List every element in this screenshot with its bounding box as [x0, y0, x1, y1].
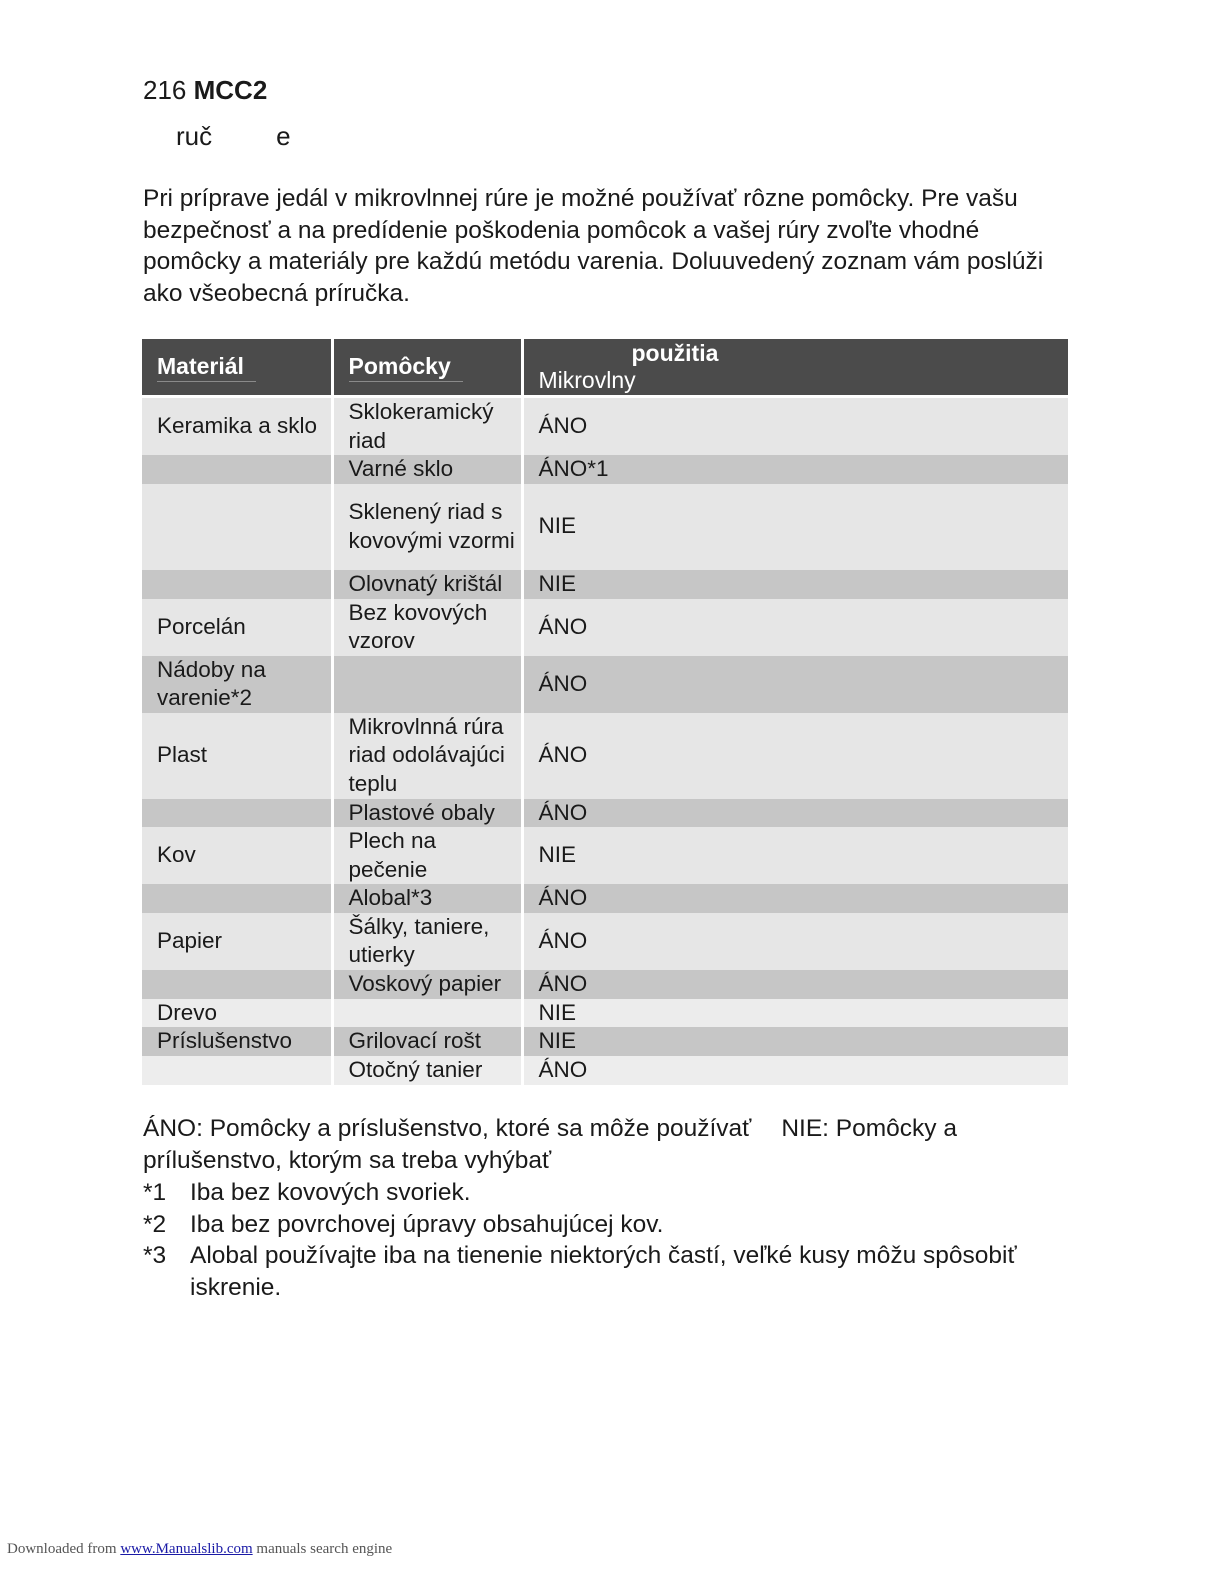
material-cell: Príslušenstvo: [142, 1027, 332, 1056]
footnote-text: Iba bez povrchovej úpravy obsahujúcej kov.: [190, 1210, 664, 1238]
value-cell: ÁNO: [522, 599, 1068, 656]
table-row: [142, 656, 1068, 713]
value-cell: NIE: [522, 827, 1068, 884]
material-cell: Kov: [142, 827, 332, 884]
header-usage: [522, 339, 1068, 397]
value-cell: NIE: [522, 999, 1068, 1028]
tool-cell: Otočný tanier: [332, 1056, 522, 1085]
value-cell: ÁNO*1: [522, 455, 1068, 484]
tool-cell: Sklenený riad s kovovými vzormi: [332, 484, 522, 570]
header-usage-label: použitia: [631, 340, 719, 366]
tool-cell: Voskový papier: [332, 970, 522, 999]
table-row: [142, 397, 1068, 456]
material-cell: [142, 970, 332, 999]
footnote-mark: *1: [143, 1179, 167, 1206]
material-cell: [142, 484, 332, 570]
table-row: [142, 999, 1068, 1028]
material-cell: Papier: [142, 913, 332, 970]
footnote-text: Iba bez kovových svoriek.: [190, 1179, 471, 1206]
tool-cell: Šálky, taniere, utierky: [332, 913, 522, 970]
tool-cell: [332, 656, 522, 713]
table-row: [142, 970, 1068, 999]
legend: [143, 1113, 1063, 1176]
tool-cell: Varné sklo: [332, 455, 522, 484]
material-cell: Keramika a sklo: [142, 397, 332, 456]
download-footer: [7, 1541, 392, 1558]
section-subtitle: [176, 120, 291, 152]
table-row: [142, 455, 1068, 484]
model-name: MCC2: [193, 75, 268, 105]
value-cell: ÁNO: [522, 970, 1068, 999]
table-row: [142, 827, 1068, 884]
footer-prefix: Downloaded from: [7, 1541, 117, 1557]
value-cell: NIE: [522, 484, 1068, 570]
page-number: 216: [143, 75, 187, 105]
header-tools: Pomôcky: [332, 339, 522, 397]
footnote-text: Alobal používajte iba na tienenie niektorých častí, veľké kusy môžu spôsobiť iskrenie.: [190, 1242, 1017, 1301]
legend-nie: NIE: Pomôcky a prílušenstvo, ktorým sa treba vyhýbať: [143, 1115, 957, 1174]
material-cell: [142, 1056, 332, 1085]
tool-cell: [332, 999, 522, 1028]
value-cell: NIE: [522, 570, 1068, 599]
tool-cell: Alobal*3: [332, 884, 522, 913]
table-row: [142, 713, 1068, 799]
table-row: [142, 884, 1068, 913]
table-row: [142, 1056, 1068, 1085]
material-cell: [142, 799, 332, 828]
table-row: [142, 484, 1068, 570]
page-header: [143, 74, 267, 106]
footer-suffix: manuals search engine: [256, 1541, 393, 1557]
footnote: [143, 1240, 1063, 1303]
tool-cell: Plech na pečenie: [332, 827, 522, 884]
table-row: [142, 913, 1068, 970]
table-row: [142, 1027, 1068, 1056]
tool-cell: Sklokeramický riad: [332, 397, 522, 456]
value-cell: ÁNO: [522, 397, 1068, 456]
value-cell: ÁNO: [522, 799, 1068, 828]
footnote: [143, 1177, 1063, 1209]
table-row: [142, 599, 1068, 656]
table-header-row: [142, 339, 1068, 397]
subtitle-part2: e: [276, 121, 291, 151]
material-cell: Nádoby na varenie*2: [142, 656, 332, 713]
value-cell: NIE: [522, 1027, 1068, 1056]
intro-paragraph: Pri príprave jedál v mikrovlnnej rúre je možné používať rôzne pomôcky. Pre vašu bezpečnosť a na predídenie poškodenia pomôcok a vašej rúry zvoľte vhodné pomôcky a materiály pre každú metódu varenia. Doluuvedený zoznam vám poslúži ako všeobecná príručka.: [143, 185, 1044, 307]
tool-cell: Grilovací rošt: [332, 1027, 522, 1056]
footnote: [143, 1209, 1063, 1241]
tool-cell: Plastové obaly: [332, 799, 522, 828]
subtitle-part1: ruč: [176, 121, 213, 151]
header-microwave-label: Mikrovlny: [538, 367, 636, 393]
material-cell: Drevo: [142, 999, 332, 1028]
material-cell: Porcelán: [142, 599, 332, 656]
manualslib-link[interactable]: www.Manualslib.com: [120, 1541, 253, 1557]
footnote-mark: *2: [143, 1210, 167, 1238]
value-cell: ÁNO: [522, 913, 1068, 970]
material-cell: Plast: [142, 713, 332, 799]
legend-ano: ÁNO: Pomôcky a príslušenstvo, ktoré sa môže používať: [143, 1115, 752, 1142]
material-cell: [142, 455, 332, 484]
tool-cell: Mikrovlnná rúra riad odolávajúci teplu: [332, 713, 522, 799]
table-row: [142, 799, 1068, 828]
header-material: Materiál: [142, 339, 332, 397]
material-cell: [142, 570, 332, 599]
material-cell: [142, 884, 332, 913]
footnotes: [143, 1177, 1063, 1303]
value-cell: ÁNO: [522, 713, 1068, 799]
table-row: [142, 570, 1068, 599]
value-cell: ÁNO: [522, 656, 1068, 713]
tool-cell: Olovnatý krištál: [332, 570, 522, 599]
value-cell: ÁNO: [522, 884, 1068, 913]
value-cell: ÁNO: [522, 1056, 1068, 1085]
utensils-table: [142, 339, 1068, 1085]
footnote-mark: *3: [143, 1242, 167, 1269]
tool-cell: Bez kovových vzorov: [332, 599, 522, 656]
